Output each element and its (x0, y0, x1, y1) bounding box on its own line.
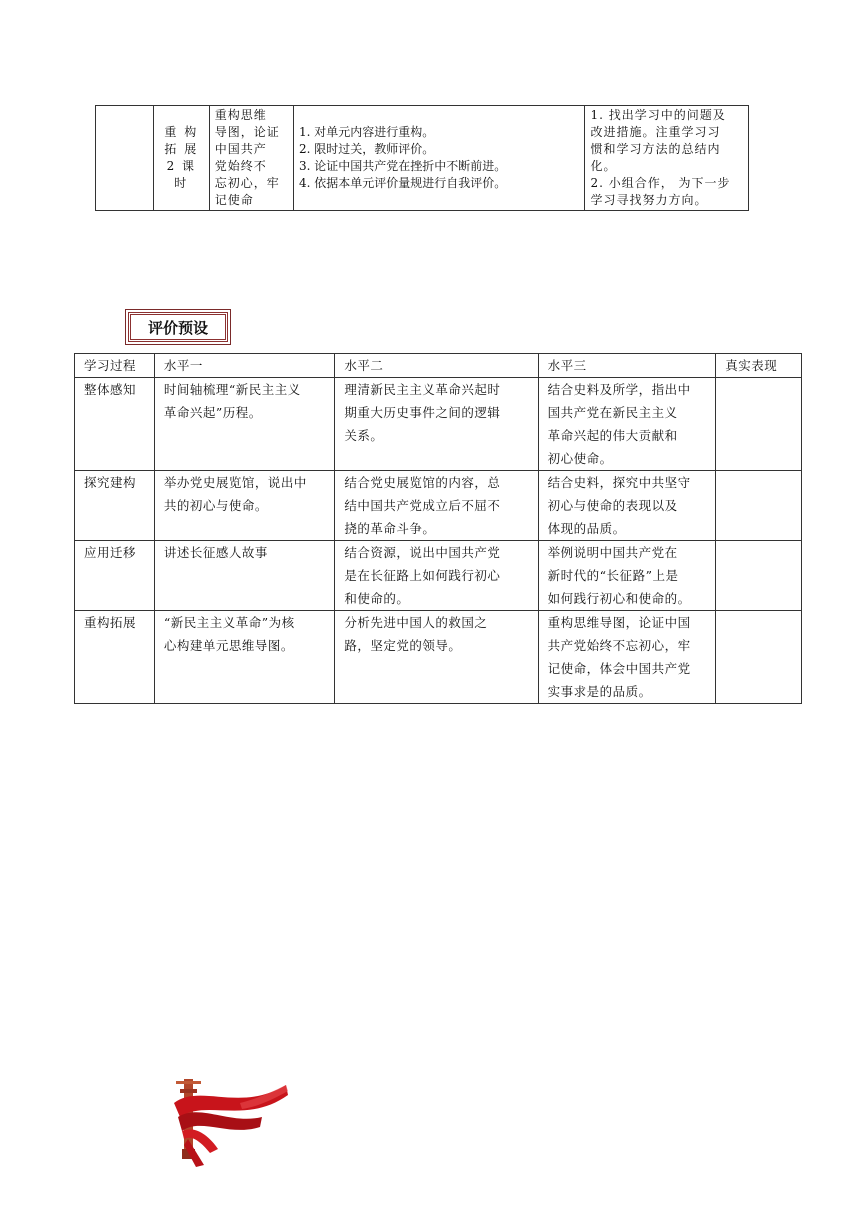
header-cell: 学习过程 (75, 354, 155, 378)
text-line: “新民主主义革命”为核 (163, 615, 295, 630)
red-ribbon-pillar-icon (170, 1073, 290, 1169)
level2-cell (335, 611, 538, 704)
text-line: 理清新民主主义革命兴起时 (344, 382, 501, 397)
text-line: 惯和学习方法的总结内 (590, 142, 721, 156)
text-line: 实事求是的品质。 (547, 684, 652, 699)
text-line: 心构建单元思维导图。 (163, 638, 294, 653)
text-line: 导图，论证 (214, 125, 280, 139)
text-line: 期重大历史事件之间的逻辑 (344, 405, 501, 420)
header-cell: 水平一 (154, 354, 335, 378)
text-line: 学习寻找努力方向。 (590, 193, 708, 207)
text-line: 初心与使命的表现以及 (547, 498, 678, 513)
text-line: 共的初心与使命。 (163, 498, 268, 513)
process-cell: 应用迁移 (75, 541, 155, 611)
text-line: 重 构 (164, 125, 199, 139)
text-line: 1. 找出学习中的问题及 (590, 108, 726, 122)
text-line: 重构思维 (214, 108, 267, 122)
level1-cell (154, 611, 335, 704)
text-line: 关系。 (344, 428, 384, 443)
header-cell: 真实表现 (716, 354, 802, 378)
table-row (75, 378, 802, 471)
text-line: 时 (174, 176, 189, 190)
lesson-goal-cell (209, 106, 293, 211)
level3-cell (538, 471, 716, 541)
text-line: 是在长征路上如何践行初心 (344, 568, 501, 583)
level1-cell (154, 541, 335, 611)
table-row (75, 471, 802, 541)
empty-cell (96, 106, 154, 211)
text-line: 共产党始终不忘初心，牢 (547, 638, 691, 653)
table-row (75, 541, 802, 611)
text-line: 初心使命。 (547, 451, 613, 466)
text-line: 路，坚定党的领导。 (344, 638, 462, 653)
text-line: 拓 展 (164, 142, 199, 156)
level2-cell (335, 541, 538, 611)
text-line: 重构思维导图，论证中国 (547, 615, 691, 630)
lesson-stage-cell (153, 106, 209, 211)
section-title: 评价预设 (147, 318, 208, 337)
badge-frame (128, 312, 228, 342)
level1-cell (154, 471, 335, 541)
text-line: 结合资源，说出中国共产党 (344, 545, 501, 560)
header-cell: 水平三 (538, 354, 716, 378)
process-cell: 重构拓展 (75, 611, 155, 704)
level2-cell (335, 471, 538, 541)
text-line: 时间轴梳理“新民主主义 (163, 382, 301, 397)
teacher-activity-cell (294, 106, 585, 211)
text-line: 2. 小组合作， 为下一步 (590, 176, 731, 190)
text-line: 挠的革命斗争。 (344, 521, 436, 536)
process-cell: 探究建构 (75, 471, 155, 541)
header-cell: 水平二 (335, 354, 538, 378)
evaluation-table (74, 353, 802, 704)
text-line: 结合史料，探究中共坚守 (547, 475, 691, 490)
text-line: 2 课 (166, 159, 197, 173)
actual-performance-cell[interactable] (716, 471, 802, 541)
text-line: 中国共产 (214, 142, 267, 156)
text-line: 记使命 (214, 193, 254, 207)
text-line: 记使命，体会中国共产党 (547, 661, 691, 676)
lesson-plan-table (95, 105, 749, 211)
actual-performance-cell[interactable] (716, 611, 802, 704)
text-line: 国共产党在新民主主义 (547, 405, 678, 420)
text-line: 结合党史展览馆的内容，总 (344, 475, 501, 490)
table-row (75, 611, 802, 704)
table-row (96, 106, 749, 211)
table-header-row (75, 354, 802, 378)
text-line: 结合史料及所学，指出中 (547, 382, 691, 397)
text-line: 3. 论证中国共产党在挫折中不断前进。 (299, 159, 507, 173)
section-heading-badge (125, 309, 231, 345)
text-line: 党始终不 (214, 159, 267, 173)
text-line: 4. 依据本单元评价量规进行自我评价。 (299, 176, 507, 190)
text-line: 1. 对单元内容进行重构。 (299, 125, 435, 139)
level3-cell (538, 541, 716, 611)
text-line: 和使命的。 (344, 591, 410, 606)
process-cell: 整体感知 (75, 378, 155, 471)
text-line: 忘初心，牢 (214, 176, 280, 190)
text-line: 2. 限时过关，教师评价。 (299, 142, 435, 156)
text-line: 如何践行初心和使命的。 (547, 591, 691, 606)
text-line: 改进措施。注重学习习 (590, 125, 721, 139)
text-line: 体现的品质。 (547, 521, 626, 536)
level3-cell (538, 378, 716, 471)
level3-cell (538, 611, 716, 704)
text-line: 分析先进中国人的救国之 (344, 615, 488, 630)
text-line: 讲述长征感人故事 (163, 545, 268, 560)
text-line: 革命兴起的伟大贡献和 (547, 428, 678, 443)
actual-performance-cell[interactable] (716, 541, 802, 611)
text-line: 举办党史展览馆，说出中 (163, 475, 307, 490)
student-activity-cell (585, 106, 749, 211)
text-line: 化。 (590, 159, 617, 173)
text-line: 革命兴起”历程。 (163, 405, 262, 420)
level1-cell (154, 378, 335, 471)
level2-cell (335, 378, 538, 471)
actual-performance-cell[interactable] (716, 378, 802, 471)
text-line: 结中国共产党成立后不屈不 (344, 498, 501, 513)
text-line: 举例说明中国共产党在 (547, 545, 678, 560)
text-line: 新时代的“长征路”上是 (547, 568, 679, 583)
